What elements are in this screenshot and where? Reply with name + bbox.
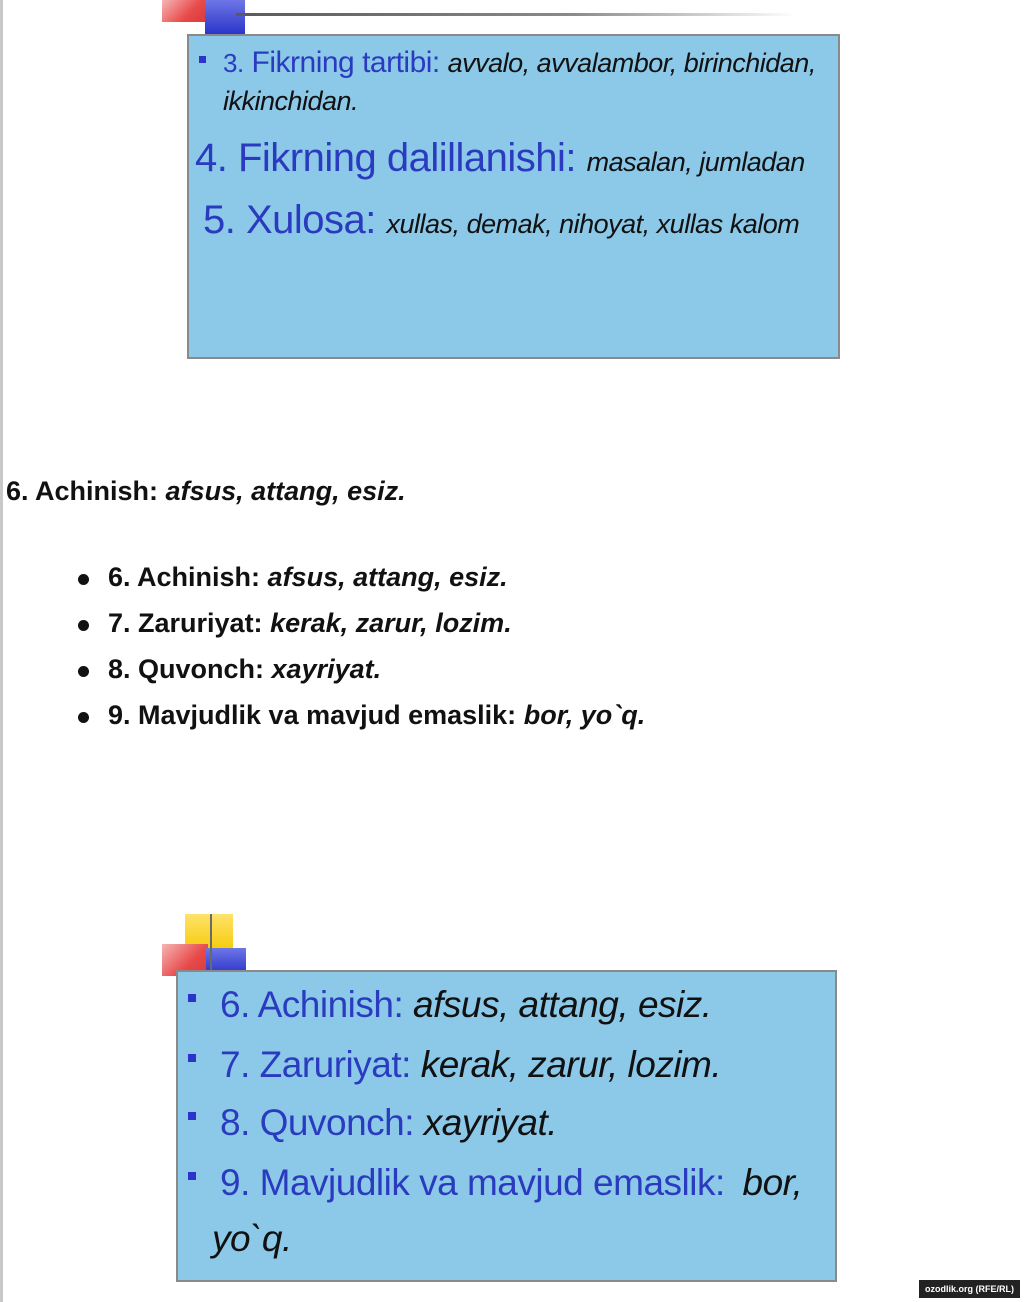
slide-2-line-6 <box>220 984 712 1026</box>
slide-1-line-4 <box>195 136 805 181</box>
line-examples: xullas, demak, nihoyat, xullas kalom <box>386 209 800 239</box>
item-label: 7. Zaruriyat: <box>108 608 263 638</box>
line-label: 6. Achinish: <box>220 984 404 1025</box>
line-label: 7. Zaruriyat: <box>220 1044 411 1085</box>
list-item-text <box>108 654 381 685</box>
item-label: 8. Quvonch: <box>108 654 265 684</box>
line-label: 8. Quvonch: <box>220 1102 415 1143</box>
line-number: 5. <box>203 198 236 242</box>
line-number: 3. <box>223 48 244 78</box>
item-examples: bor, yo`q. <box>523 700 646 730</box>
item-label: 6. Achinish: <box>108 562 261 592</box>
vertical-rule <box>210 914 212 972</box>
item-examples: afsus, attang, esiz. <box>267 562 508 592</box>
slide-2-content-box <box>176 970 837 1282</box>
line-label: 9. Mavjudlik va mavjud emaslik: <box>220 1162 725 1203</box>
slide-2-line-9-continuation <box>212 1218 292 1260</box>
item-examples: xayriyat. <box>271 654 382 684</box>
line-examples: bor, <box>742 1162 803 1203</box>
heading-label: 6. Achinish: <box>6 476 159 506</box>
slide-1-line-3 <box>223 46 816 80</box>
line-number: 4. <box>195 136 228 180</box>
list-item-text <box>108 562 508 593</box>
square-bullet-icon <box>188 1054 196 1062</box>
source-credit: ozodlik.org (RFE/RL) <box>919 1280 1020 1298</box>
square-bullet-icon <box>199 56 206 63</box>
line-continuation: ikkinchidan. <box>223 86 359 116</box>
slide-2-line-9 <box>220 1162 802 1204</box>
heading-examples: afsus, attang, esiz. <box>165 476 406 506</box>
line-label: Fikrning dalillanishi: <box>237 136 577 180</box>
slide-1-title-rule <box>236 13 796 16</box>
blue-square-icon <box>205 0 245 34</box>
line-examples: masalan, jumladan <box>586 147 805 177</box>
item-examples: kerak, zarur, lozim. <box>270 608 512 638</box>
bullet-dot-icon <box>78 620 89 631</box>
square-bullet-icon <box>188 1112 196 1120</box>
list-item-text <box>108 700 645 731</box>
bullet-dot-icon <box>78 574 89 585</box>
slide-2-line-7 <box>220 1044 721 1086</box>
line-examples: kerak, zarur, lozim. <box>420 1044 722 1085</box>
page-left-border <box>0 0 3 1302</box>
slide-1-line-5 <box>203 198 799 243</box>
line-examples: afsus, attang, esiz. <box>413 984 712 1025</box>
bullet-dot-icon <box>78 712 89 723</box>
line-examples: avvalo, avvalambor, birinchidan, <box>447 48 816 78</box>
square-bullet-icon <box>188 1172 196 1180</box>
line-label: Xulosa: <box>245 198 376 242</box>
line-examples: xayriyat. <box>423 1102 558 1143</box>
red-square-icon <box>162 0 208 22</box>
slide-1-line-3-continuation <box>223 86 358 117</box>
bullet-dot-icon <box>78 666 89 677</box>
square-bullet-icon <box>188 994 196 1002</box>
line-continuation: yo`q. <box>212 1218 292 1259</box>
list-item-text <box>108 608 512 639</box>
slide-2-line-8 <box>220 1102 557 1144</box>
line-label: Fikrning tartibi: <box>251 46 440 79</box>
middle-heading <box>6 476 406 507</box>
item-label: 9. Mavjudlik va mavjud emaslik: <box>108 700 517 730</box>
slide-1-content-box <box>187 34 840 359</box>
